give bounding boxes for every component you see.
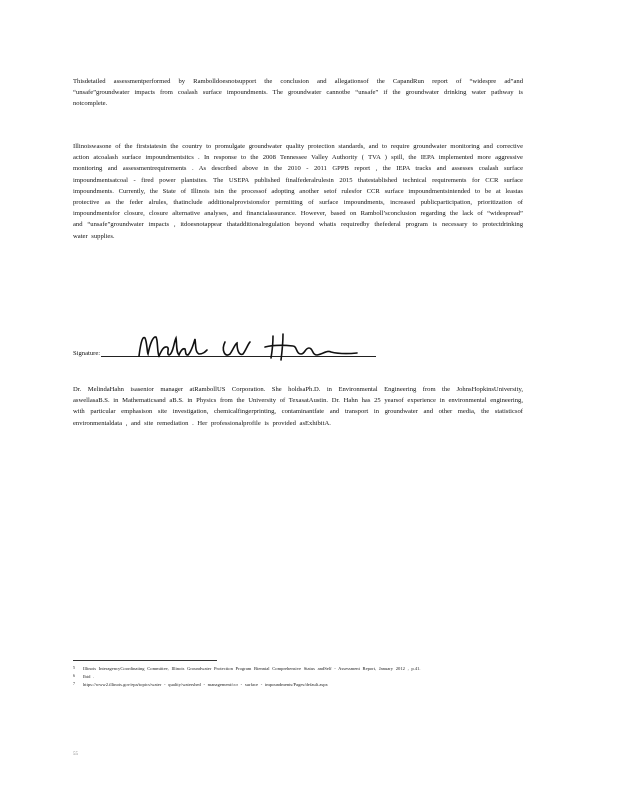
footnote-item [73, 681, 523, 689]
footnote-number: 6 [73, 673, 75, 679]
page-number: 55 [73, 752, 78, 757]
footnote-item [73, 665, 523, 673]
footnote-number: 5 [73, 665, 75, 670]
paragraph-conclusion: Thisdetailed assessmentperformed by Rambolldoesnotsupport the conclusion and allegationsof the CapandRun report of “widespre ad”and “unsafe”groundwater impacts from coalash surface impoundments. The groundwater cannotbe “unsafe” if the groundwater drinking water pathway is notcomplete. [73, 78, 523, 108]
footnote-divider [73, 660, 217, 661]
signature-label: Signature: [73, 350, 101, 357]
handwritten-signature [133, 330, 373, 364]
paragraph-illinois-regulation: Illinoiswasone of the firststatesin the country to promulgate groundwater quality protection standards, and to require groundwater monitoring and corrective action atcoalash surface impoundmentsitcs . In response to the 2008 Tennessee Valley Authority ( TVA ) spill, the IEPA implemented more aggressive monitoring and assessmentrequirements . As described above in the 2010 - 2011 GPPB report , the IEPA tracks and assesses coalash surface impoundmentsatcoal - fired power plantsites. The USEPA published finalfederalrulesin 2015 thatestablished technical requirements for CCR surface impoundments. Currently, the State of Illinois isin the processof adopting another setof rulesfor CCR surface impoundmentsintended to be at leastas protective as the feder alrules, thatinclude additionalprovisionsfor permitting of surface impoundments, increased publicparticipation, prioritization of impoundmentsfor closure, closure alternative analyses, and financialassurance. However, based on Ramboll’sconclusion regarding the lack of “widespread” and “unsafe”groundwater impacts , itdoesnotappear thatadditionalregulation beyond whatis requiredby thefederal program is necessary to protectdrinking water supplies. [73, 143, 523, 240]
footnote-text: Illinois InteragencyCoordinating Committee, Illinois Groundwater Protection Program Biennial Comprehensive Status andSelf - Assessment Report, January 2012 , p.41. [83, 666, 421, 671]
footnote-number: 7 [73, 681, 75, 687]
paragraph-author-bio: Dr. MelindaHahn isasenior manager atRambollUS Corporation. She holdsaPh.D. in Environmental Engineering from the JohnsHopkinsUniversity, aswellasaB.S. in Mathematicsand aB.S. in Physics from the University of TexasatAustin. Dr. Hahn has 25 yearsof experience in environmental engineering, with particular emphasison site investigation, chemicalfingerprinting, contaminantfate and transport in groundwater and other media, the statisticsof environmentaldata , and site remediation . Her professionalprofile is provided asExhibitA. [73, 386, 523, 427]
signature-block [73, 330, 373, 366]
footnote-text: Ibid . [83, 674, 95, 680]
footnote-link[interactable]: https://www2.illinois.gov/epa/topics/water - quality/watershed - management/ccr - surface - impoundments/Pages/default.aspx [83, 682, 328, 688]
footnote-item [73, 673, 523, 681]
footnotes [73, 665, 523, 690]
